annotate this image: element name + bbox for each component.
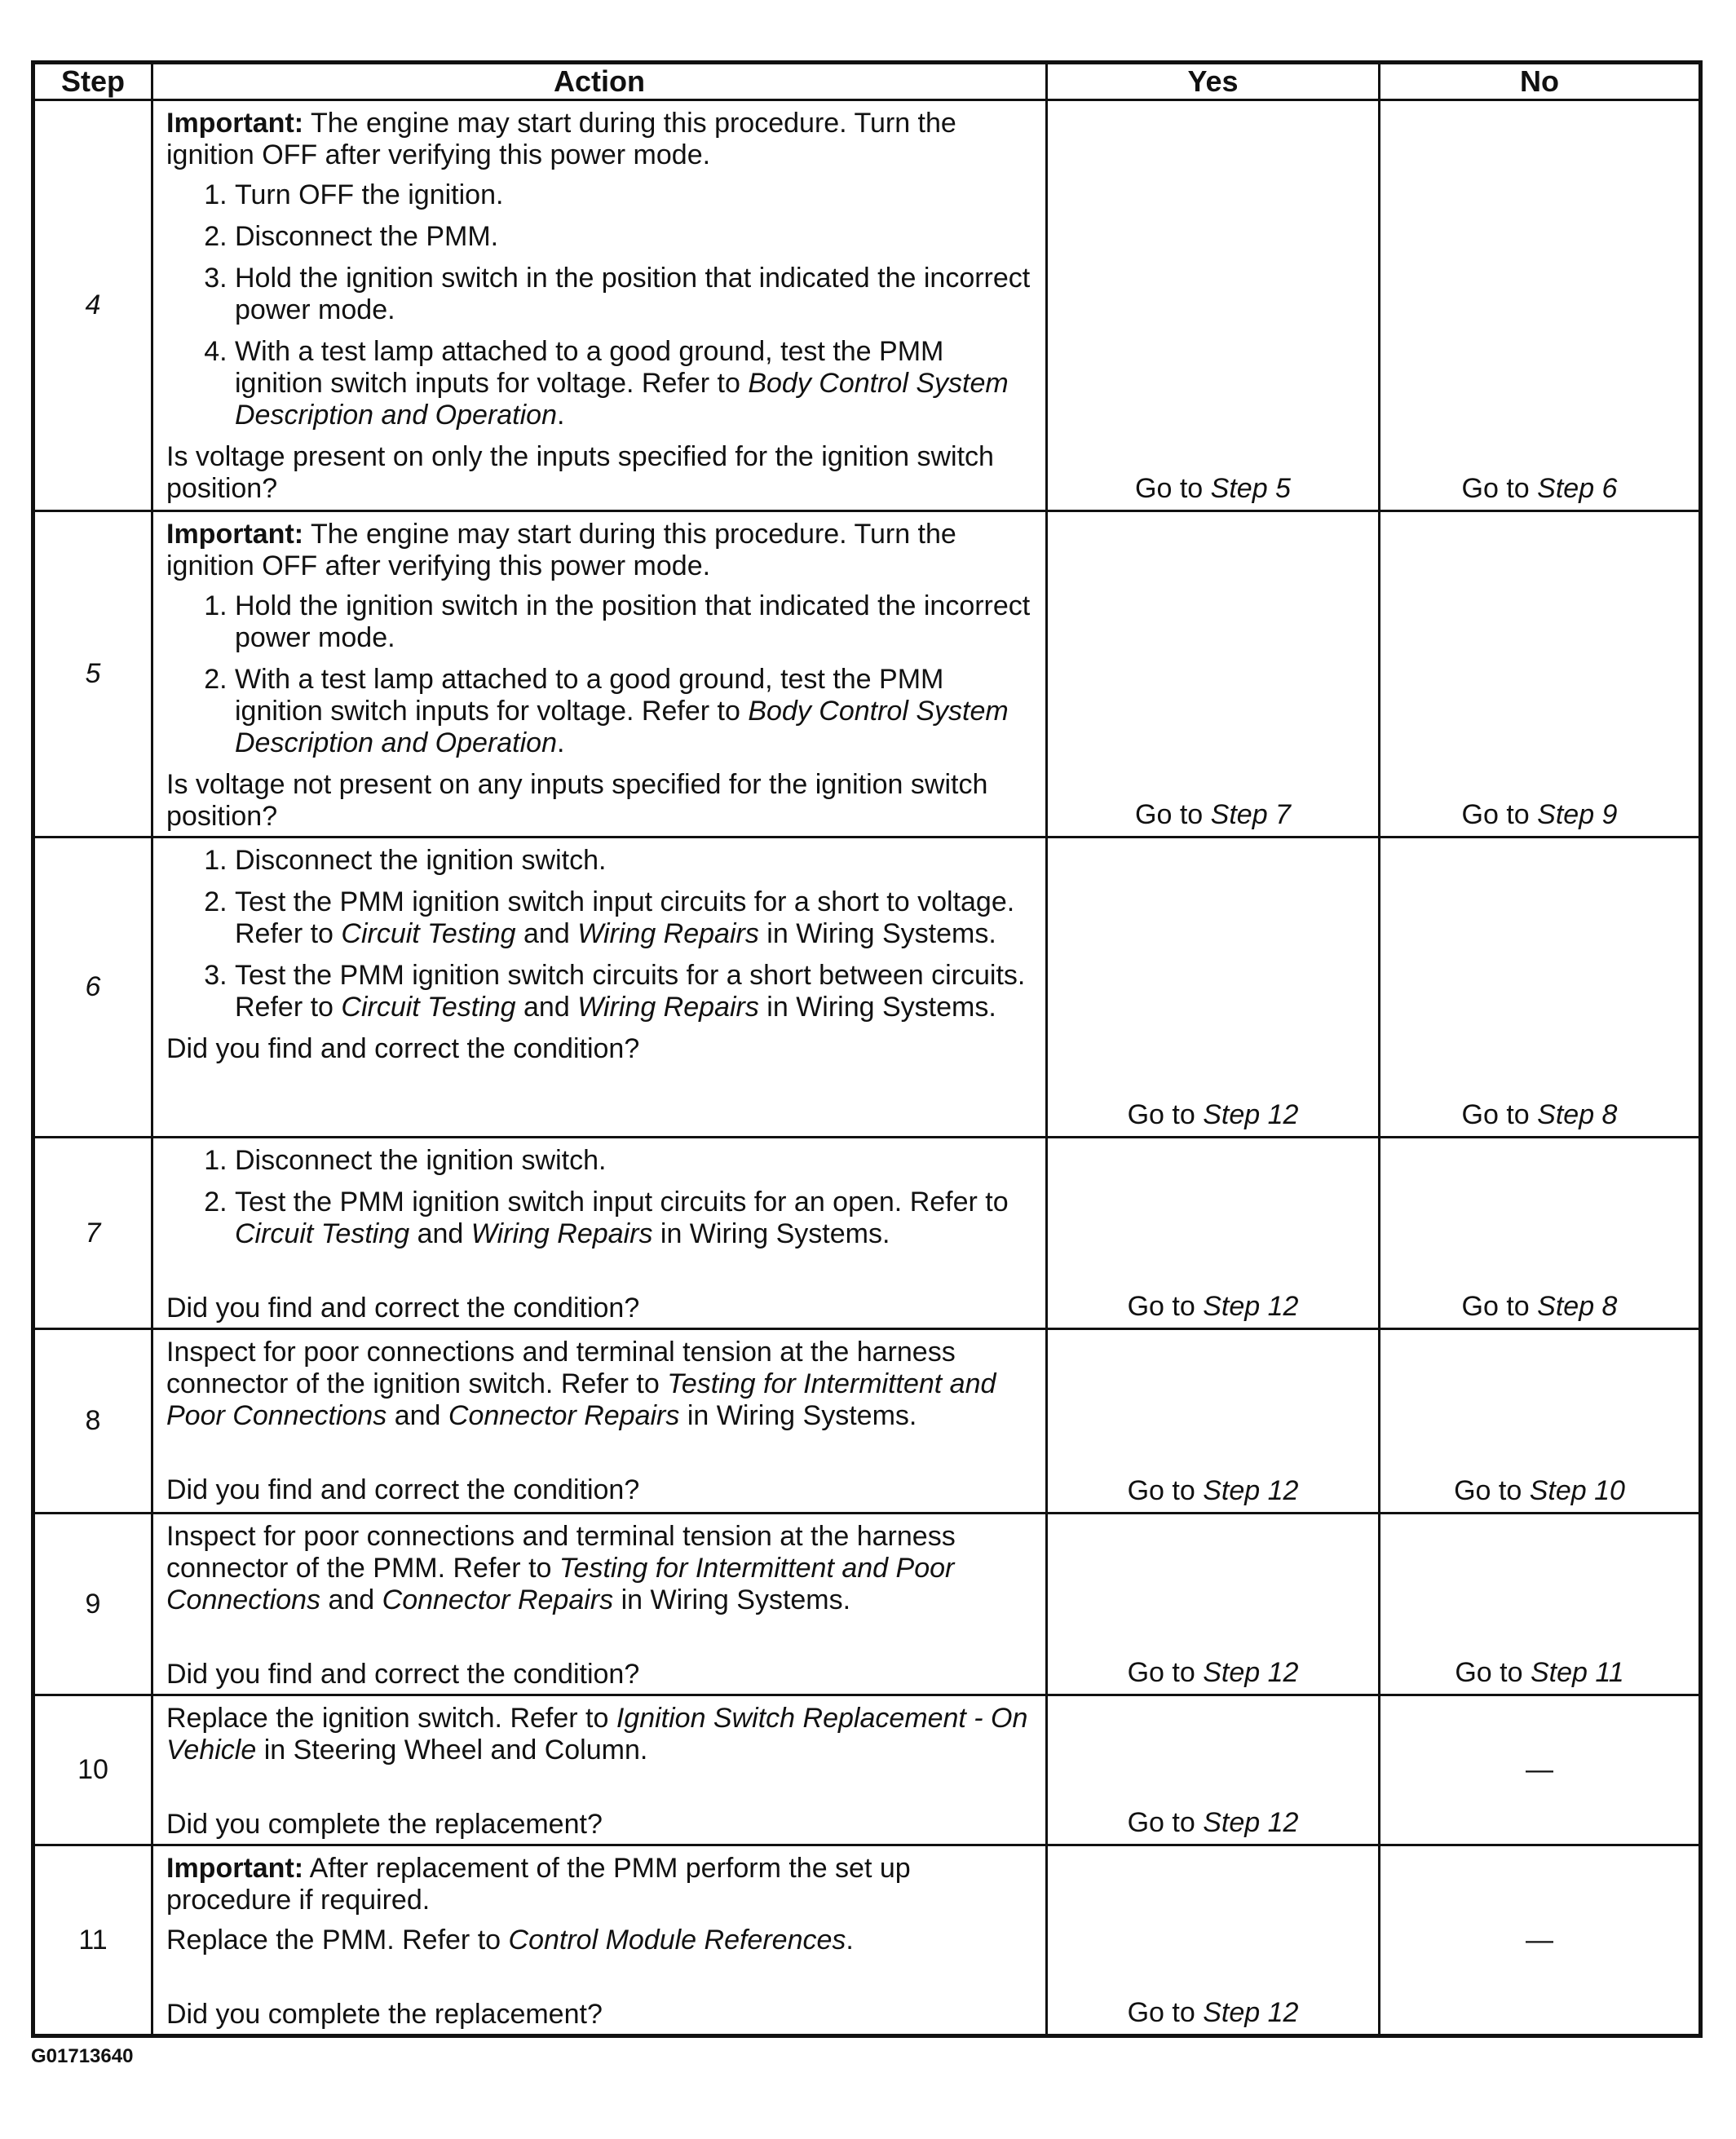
- action-cell: [152, 1138, 1047, 1329]
- question-text: Did you find and correct the condition?: [166, 1659, 640, 1690]
- list-item: 3. Test the PMM ignition switch circuits for a short between circuits. Refer to Circuit Testing and Wiring Repairs in Wiring Systems.: [235, 960, 1034, 1023]
- important-note: Important: The engine may start during this procedure. Turn the ignition OFF after verifying this power mode.: [166, 108, 956, 170]
- action-cell: [152, 100, 1047, 511]
- yes-cell: Go to Step 12: [1047, 1329, 1380, 1514]
- list-item: 3. Hold the ignition switch in the position that indicated the incorrect power mode.: [235, 263, 1034, 326]
- procedure-list: [166, 179, 1034, 431]
- table-row: [33, 837, 1701, 1138]
- doc-reference: Testing for Intermittent and Poor Connections: [166, 1553, 955, 1615]
- important-note: Important: After replacement of the PMM perform the set up procedure if required.: [166, 1853, 911, 1916]
- list-item: 1. Disconnect the ignition switch.: [235, 845, 1034, 877]
- action-paragraph: Replace the ignition switch. Refer to Ignition Switch Replacement - On Vehicle in Steering Wheel and Column.: [166, 1703, 1028, 1766]
- yes-step-link[interactable]: Step 12: [1203, 1099, 1299, 1130]
- yes-step-link[interactable]: Step 5: [1210, 473, 1291, 504]
- doc-reference: Connector Repairs: [382, 1584, 614, 1615]
- no-cell: Go to Step 9: [1380, 511, 1701, 837]
- yes-step-link[interactable]: Step 12: [1203, 1657, 1299, 1688]
- step-number: 10: [33, 1695, 152, 1845]
- question-text: Did you complete the replacement?: [166, 1809, 603, 1840]
- list-item: 4. With a test lamp attached to a good ground, test the PMM ignition switch inputs for voltage. Refer to Body Control System Description and Operation.: [235, 336, 1034, 431]
- header-no: No: [1380, 63, 1701, 100]
- list-item: 2. With a test lamp attached to a good ground, test the PMM ignition switch inputs for voltage. Refer to Body Control System Description and Operation.: [235, 664, 1034, 759]
- no-cell: Go to Step 11: [1380, 1514, 1701, 1695]
- diagnostic-table: [31, 60, 1703, 2038]
- table-row: [33, 1138, 1701, 1329]
- doc-reference: Wiring Repairs: [577, 918, 759, 949]
- action-cell: [152, 1845, 1047, 2036]
- doc-reference: Control Module References: [508, 1925, 846, 1956]
- no-cell: Go to Step 10: [1380, 1329, 1701, 1514]
- yes-cell: Go to Step 12: [1047, 837, 1380, 1138]
- header-step: Step: [33, 63, 152, 100]
- header-yes: Yes: [1047, 63, 1380, 100]
- no-cell: Go to Step 8: [1380, 837, 1701, 1138]
- yes-cell: Go to Step 5: [1047, 100, 1380, 511]
- no-step-link[interactable]: Step 10: [1529, 1475, 1625, 1506]
- question-text: Did you complete the replacement?: [166, 1999, 603, 2030]
- question-text: Did you find and correct the condition?: [166, 1474, 640, 1505]
- yes-cell: Go to Step 12: [1047, 1845, 1380, 2036]
- yes-cell: Go to Step 12: [1047, 1514, 1380, 1695]
- list-item: 1. Disconnect the ignition switch.: [235, 1145, 1034, 1177]
- question-text: Did you find and correct the condition?: [166, 1293, 640, 1324]
- doc-reference: Body Control System Description and Operation: [235, 696, 1009, 758]
- doc-reference: Body Control System Description and Operation: [235, 368, 1009, 431]
- no-cell-empty: —: [1380, 1845, 1701, 2036]
- no-step-link[interactable]: Step 11: [1530, 1657, 1624, 1688]
- step-number: 8: [33, 1329, 152, 1514]
- action-cell: [152, 511, 1047, 837]
- figure-id: G01713640: [31, 2045, 134, 2067]
- list-item: 2. Disconnect the PMM.: [235, 221, 1034, 253]
- step-number: 11: [33, 1845, 152, 2036]
- question-text: Did you find and correct the condition?: [166, 1033, 640, 1064]
- action-paragraph: Inspect for poor connections and terminal tension at the harness connector of the PMM. Refer to Testing for Intermittent and Poor Connections and Connector Repairs in Wiring Systems.: [166, 1521, 956, 1615]
- step-number: 9: [33, 1514, 152, 1695]
- doc-reference: Circuit Testing: [341, 992, 516, 1023]
- doc-reference: Circuit Testing: [341, 918, 516, 949]
- header-row: [33, 63, 1701, 100]
- no-cell-empty: —: [1380, 1695, 1701, 1845]
- action-paragraph: Replace the PMM. Refer to Control Module References.: [166, 1925, 854, 1956]
- no-cell: Go to Step 6: [1380, 100, 1701, 511]
- doc-reference: Ignition Switch Replacement - On Vehicle: [166, 1703, 1028, 1766]
- table-row: [33, 100, 1701, 511]
- no-step-link[interactable]: Step 8: [1537, 1291, 1618, 1322]
- question-text: Is voltage present on only the inputs specified for the ignition switch position?: [166, 441, 994, 504]
- list-item: 1. Turn OFF the ignition.: [235, 179, 1034, 211]
- no-step-link[interactable]: Step 9: [1537, 799, 1618, 830]
- action-cell: [152, 1514, 1047, 1695]
- doc-reference: Testing for Intermittent and Poor Connections: [166, 1368, 996, 1431]
- no-step-link[interactable]: Step 6: [1537, 473, 1618, 504]
- no-cell: Go to Step 8: [1380, 1138, 1701, 1329]
- no-step-link[interactable]: Step 8: [1537, 1099, 1618, 1130]
- doc-reference: Wiring Repairs: [577, 992, 759, 1023]
- action-cell: [152, 1695, 1047, 1845]
- yes-cell: Go to Step 7: [1047, 511, 1380, 837]
- yes-cell: Go to Step 12: [1047, 1695, 1380, 1845]
- doc-reference: Circuit Testing: [235, 1218, 410, 1249]
- table-row: [33, 1695, 1701, 1845]
- list-item: 1. Hold the ignition switch in the position that indicated the incorrect power mode.: [235, 590, 1034, 654]
- action-paragraph: Inspect for poor connections and terminal tension at the harness connector of the ignition switch. Refer to Testing for Intermittent and Poor Connections and Connector Repairs in Wiring Systems.: [166, 1337, 996, 1431]
- list-item: 2. Test the PMM ignition switch input circuits for an open. Refer to Circuit Testing and Wiring Repairs in Wiring Systems.: [235, 1187, 1034, 1250]
- important-note: Important: The engine may start during this procedure. Turn the ignition OFF after verifying this power mode.: [166, 519, 956, 581]
- yes-step-link[interactable]: Step 12: [1203, 1807, 1299, 1838]
- table-row: [33, 511, 1701, 837]
- procedure-list: [166, 845, 1034, 1023]
- yes-step-link[interactable]: Step 7: [1210, 799, 1291, 830]
- action-cell: [152, 837, 1047, 1138]
- step-number: 4: [33, 100, 152, 511]
- procedure-list: [166, 1145, 1034, 1250]
- yes-cell: Go to Step 12: [1047, 1138, 1380, 1329]
- step-number: 6: [33, 837, 152, 1138]
- list-item: 2. Test the PMM ignition switch input circuits for a short to voltage. Refer to Circuit Testing and Wiring Repairs in Wiring Systems.: [235, 886, 1034, 950]
- yes-step-link[interactable]: Step 12: [1203, 1997, 1299, 2028]
- step-number: 5: [33, 511, 152, 837]
- table-row: [33, 1514, 1701, 1695]
- doc-reference: Wiring Repairs: [470, 1218, 653, 1249]
- question-text: Is voltage not present on any inputs specified for the ignition switch position?: [166, 769, 988, 832]
- doc-reference: Connector Repairs: [448, 1400, 680, 1431]
- step-number: 7: [33, 1138, 152, 1329]
- yes-step-link[interactable]: Step 12: [1203, 1291, 1299, 1322]
- table-row: [33, 1329, 1701, 1514]
- procedure-list: [166, 590, 1034, 759]
- yes-step-link[interactable]: Step 12: [1203, 1475, 1299, 1506]
- header-action: Action: [152, 63, 1047, 100]
- action-cell: [152, 1329, 1047, 1514]
- table-row: [33, 1845, 1701, 2036]
